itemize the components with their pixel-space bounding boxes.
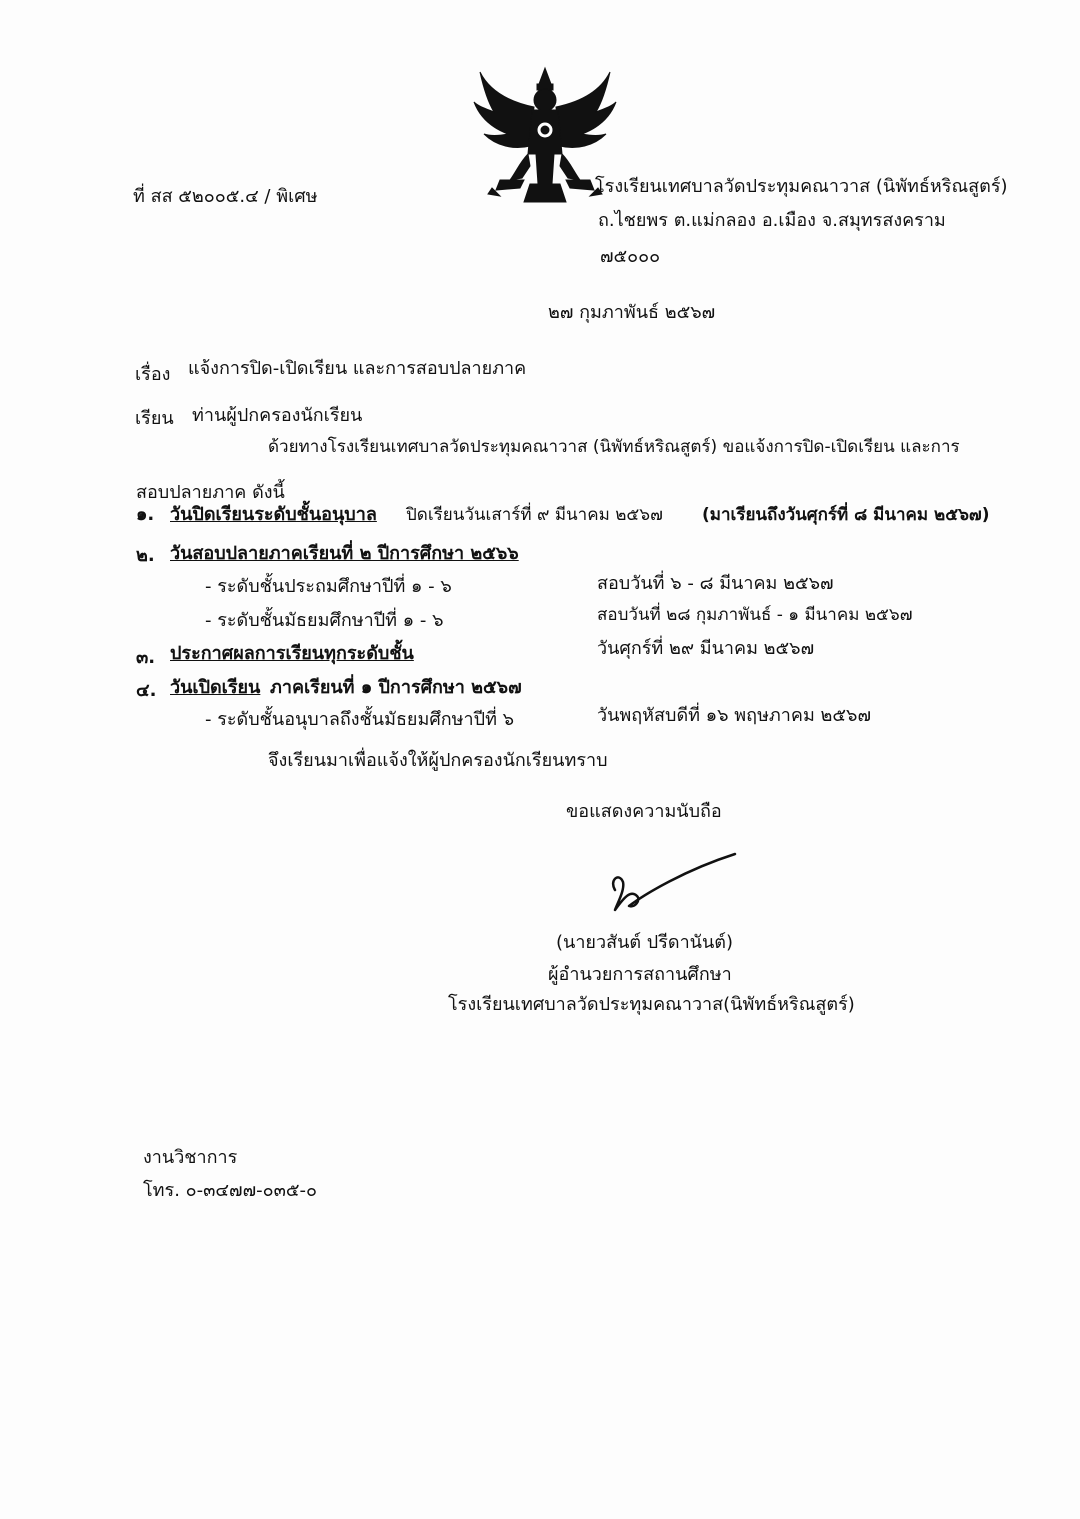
item-3-number: ๓. <box>136 647 156 668</box>
item-1-number: ๑. <box>136 504 155 525</box>
item-1-title: วันปิดเรียนระดับชั้นอนุบาล <box>170 504 377 525</box>
closing-line: จึงเรียนมาเพื่อแจ้งให้ผู้ปกครองนักเรียนทราบ <box>268 750 608 771</box>
signer-position: ผู้อำนวยการสถานศึกษา <box>548 964 732 985</box>
recipient-label: เรียน <box>135 408 174 429</box>
item-2-primary-label: - ระดับชั้นประถมศึกษาปีที่ ๑ - ๖ <box>205 576 452 597</box>
item-1-detail: ปิดเรียนวันเสาร์ที่ ๙ มีนาคม ๒๕๖๗ <box>406 505 663 525</box>
signature-icon <box>585 850 745 920</box>
item-1-note: (มาเรียนถึงวันศุกร์ที่ ๘ มีนาคม ๒๕๖๗) <box>702 505 990 525</box>
item-3-title: ประกาศผลการเรียนทุกระดับชั้น <box>170 643 414 664</box>
intro-line-2: สอบปลายภาค ดังนี้ <box>136 482 285 503</box>
footer-department: งานวิชาการ <box>143 1147 238 1168</box>
recipient-text: ท่านผู้ปกครองนักเรียน <box>192 405 363 426</box>
intro-line-1: ด้วยทางโรงเรียนเทศบาลวัดประทุมคณาวาส (นิพัทธ์หริณสูตร์) ขอแจ้งการปิด-เปิดเรียน และการ <box>268 437 960 457</box>
item-4-sub-value: วันพฤหัสบดีที่ ๑๖ พฤษภาคม ๒๕๖๗ <box>597 705 871 726</box>
item-4-title: วันเปิดเรียน <box>170 677 261 698</box>
school-address: ถ.ไชยพร ต.แม่กลอง อ.เมือง จ.สมุทรสงคราม <box>598 210 946 231</box>
item-2-number: ๒. <box>136 545 155 566</box>
school-name: โรงเรียนเทศบาลวัดประทุมคณาวาส (นิพัทธ์หริณสูตร์) <box>595 176 1008 197</box>
postal-code: ๗๕๐๐๐ <box>600 246 661 267</box>
signer-school: โรงเรียนเทศบาลวัดประทุมคณาวาส(นิพัทธ์หริณสูตร์) <box>448 994 855 1015</box>
subject-label: เรื่อง <box>135 364 171 385</box>
item-4-number: ๔. <box>136 680 157 701</box>
item-2-secondary-label: - ระดับชั้นมัธยมศึกษาปีที่ ๑ - ๖ <box>205 610 444 631</box>
subject-text: แจ้งการปิด-เปิดเรียน และการสอบปลายภาค <box>188 358 527 379</box>
item-4-title-rest: ภาคเรียนที่ ๑ ปีการศึกษา ๒๕๖๗ <box>270 677 522 698</box>
item-4-sub-label: - ระดับชั้นอนุบาลถึงชั้นมัธยมศึกษาปีที่ ๖ <box>205 709 515 730</box>
item-2-secondary-value: สอบวันที่ ๒๘ กุมภาพันธ์ - ๑ มีนาคม ๒๕๖๗ <box>597 605 913 625</box>
item-2-primary-value: สอบวันที่ ๖ - ๘ มีนาคม ๒๕๖๗ <box>597 573 834 594</box>
footer-phone: โทร. ๐-๓๔๗๗-๐๓๕-๐ <box>143 1180 318 1201</box>
letter-date: ๒๗ กุมภาพันธ์ ๒๕๖๗ <box>548 302 716 323</box>
reference-number: ที่ สส ๕๒๐๐๕.๔ / พิเศษ <box>133 186 318 207</box>
item-2-title: วันสอบปลายภาคเรียนที่ ๒ ปีการศึกษา ๒๕๖๖ <box>170 543 519 564</box>
closing-regards: ขอแสดงความนับถือ <box>566 801 722 822</box>
signer-name: (นายวสันต์ ปรีดานันต์) <box>556 932 734 953</box>
item-3-value: วันศุกร์ที่ ๒๙ มีนาคม ๒๕๖๗ <box>597 638 815 659</box>
